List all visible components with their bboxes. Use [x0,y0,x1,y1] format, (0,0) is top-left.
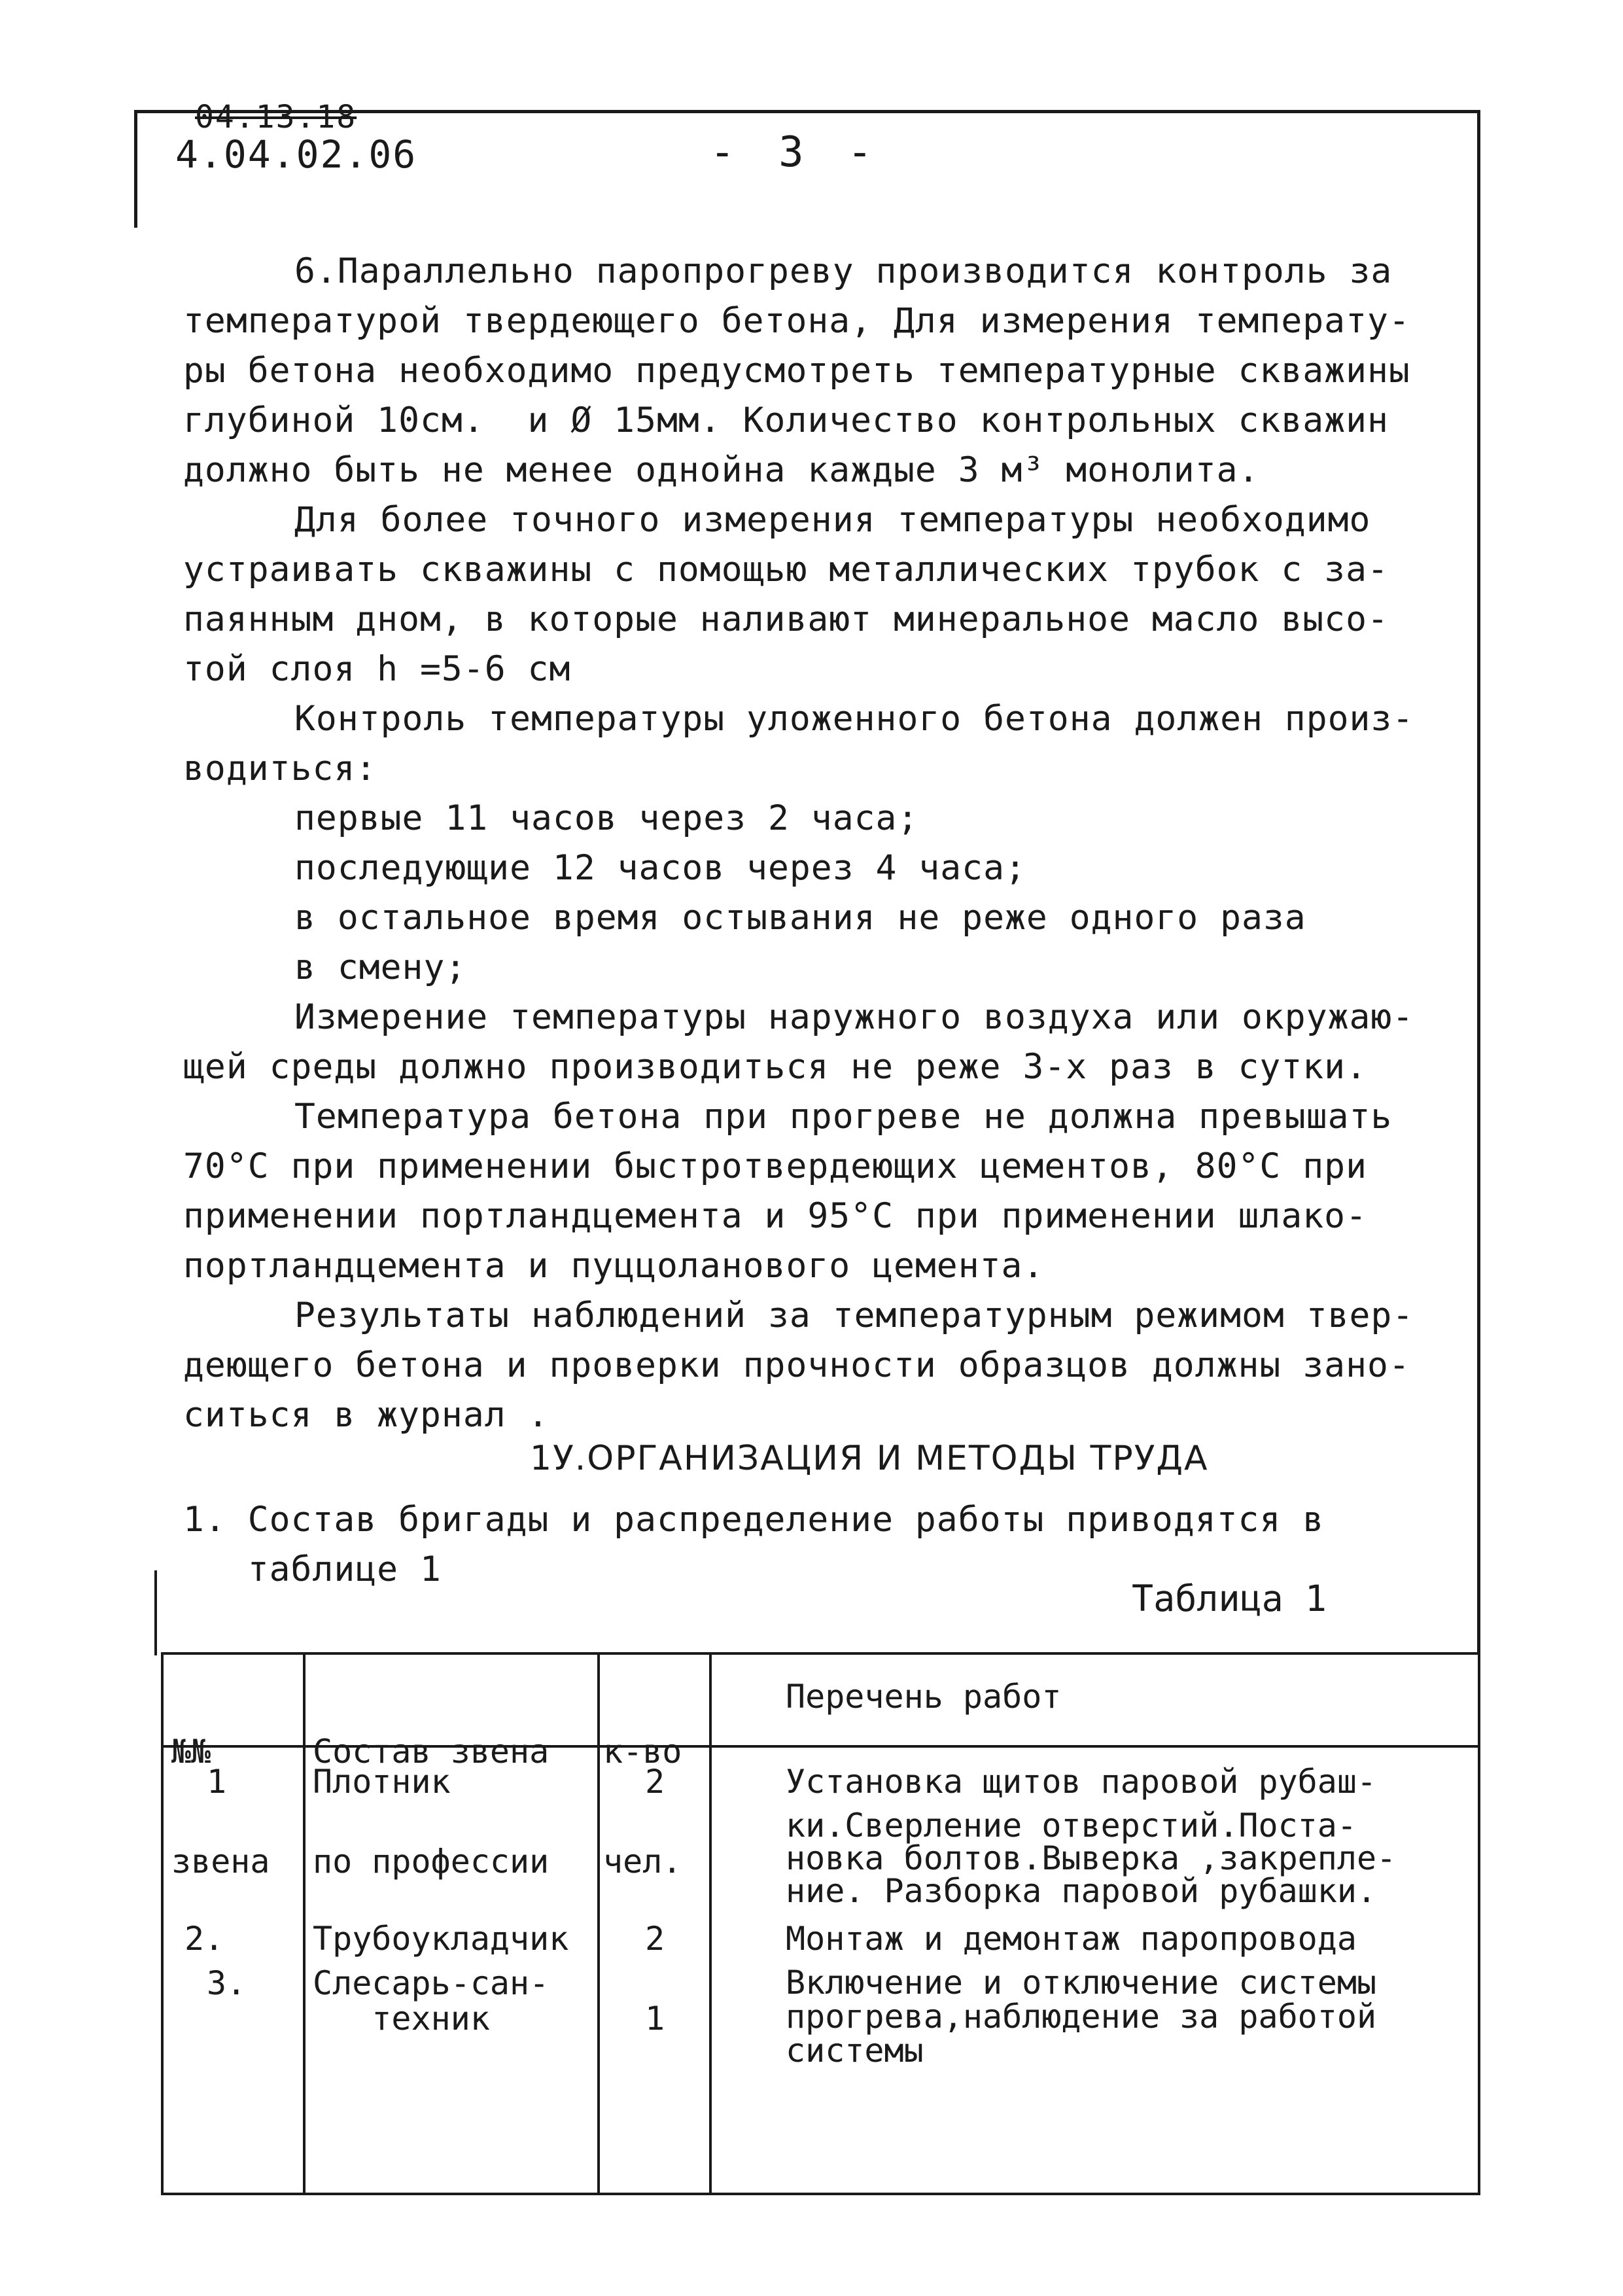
header-text: по профессии [313,1843,550,1881]
table-cell-profession: Слесарь-сан- [313,1964,550,2002]
header-text: чел. [603,1843,682,1881]
page-number: - 3 - [710,128,882,177]
list-item: последующие 12 часов через 4 часа; [294,848,1026,888]
table-caption: Таблица 1 [1132,1578,1327,1619]
table-header-cell [313,1660,549,1953]
table-cell-work: прогрева,наблюдение за работой [786,1998,1377,2036]
numbered-item-line: 1. Состав бригады и распределение работы приводятся в [183,1500,1325,1540]
paragraph-line: портландцемента и пуццоланового цемента. [183,1246,1045,1286]
header-text: к-во [603,1733,682,1771]
paragraph-line: паянным дном, в которые наливают минеральное масло высо- [183,599,1389,639]
list-item: в остальное время остывания не реже одного раза [294,898,1306,938]
paragraph-line: Температура бетона при прогреве не должна превышать [294,1097,1393,1137]
table-column-border [1478,1652,1480,2195]
frame-left-border-lower [154,1570,157,1655]
paragraph-line: 6.Параллельно паропрогреву производится контроль за [294,251,1393,291]
numbered-item-line: таблице 1 [183,1549,442,1589]
table-cell-work: ние. Разборка паровой рубашки. [786,1872,1377,1910]
table-bottom-border [161,2193,1480,2195]
table-column-border [709,1652,712,2195]
paragraph-line: щей среды должно производиться не реже 3-х раз в сутки. [183,1047,1367,1087]
paragraph-line: глубиной 10см. и Ø 15мм. Количество контрольных скважин [183,400,1389,440]
table-cell-num: 1 [207,1763,227,1801]
table-column-border [597,1652,600,2195]
header-text: Состав звена [313,1733,550,1771]
table-header-cell [603,1660,682,1953]
table-top-border [161,1652,1480,1655]
table-header-cell: Перечень работ [786,1678,1062,1716]
paragraph-line: водиться: [183,749,377,788]
paragraph-line: ры бетона необходимо предусмотреть температурные скважины [183,351,1410,391]
frame-left-border [134,110,137,228]
table-cell-work: Монтаж и демонтаж паропровода [786,1920,1357,1958]
paragraph-line: Измерение температуры наружного воздуха или окружаю- [294,997,1414,1037]
paragraph-line: ситься в журнал . [183,1395,550,1435]
table-cell-work: Включение и отключение системы [786,1964,1377,2002]
section-heading: 1У.ОРГАНИЗАЦИЯ И МЕТОДЫ ТРУДА [530,1439,1209,1478]
paragraph-line: той слоя h =5-6 см [183,649,571,689]
paragraph-line: температурой твердеющего бетона, Для измерения температу- [183,301,1410,341]
table-cell-profession: Трубоукладчик [313,1920,569,1958]
document-code-crossed: 04.13.18 [195,99,357,135]
table-column-border [303,1652,305,2195]
paragraph-line: 70°С при применении быстротвердеющих цементов, 80°С при [183,1146,1367,1186]
table-cell-quantity: 2 [645,1920,665,1958]
paragraph-line: Результаты наблюдений за температурным режимом твер- [294,1296,1414,1335]
table-cell-profession: Плотник [313,1763,451,1801]
work-distribution-table [161,1652,1480,2195]
paragraph-line: устраивать скважины с помощью металлических трубок с за- [183,550,1389,590]
table-cell-work: ки.Сверление отверстий.Поста- [786,1807,1357,1845]
table-cell-num: 3. [207,1964,247,2002]
list-item: в смену; [294,947,467,987]
table-column-border [161,1652,164,2195]
table-cell-work: Установка щитов паровой рубаш- [786,1763,1377,1801]
table-cell-profession: техник [313,2000,490,2038]
table-cell-work: новка болтов.Выверка ,закрепле- [786,1839,1397,1877]
paragraph-line: применении портландцемента и 95°С при применении шлако- [183,1196,1367,1236]
header-text: №№ [171,1733,211,1771]
document-code: 4.04.02.06 [175,132,417,177]
frame-right-border [1477,110,1480,1654]
header-text: звена [171,1843,270,1881]
paragraph-line: Для более точного измерения температуры необходимо [294,500,1371,540]
table-header-cell [171,1660,270,1953]
table-cell-quantity: 1 [645,2000,665,2038]
list-item: первые 11 часов через 2 часа; [294,798,919,838]
paragraph-line: Контроль температуры уложенного бетона должен произ- [294,699,1414,739]
table-cell-work: системы [786,2032,924,2070]
table-cell-quantity: 2 [645,1763,665,1801]
paragraph-line: деющего бетона и проверки прочности образцов должны зано- [183,1345,1410,1385]
paragraph-line: должно быть не менее однойна каждые 3 м³ монолита. [183,450,1260,490]
table-cell-num: 2. [184,1920,224,1958]
